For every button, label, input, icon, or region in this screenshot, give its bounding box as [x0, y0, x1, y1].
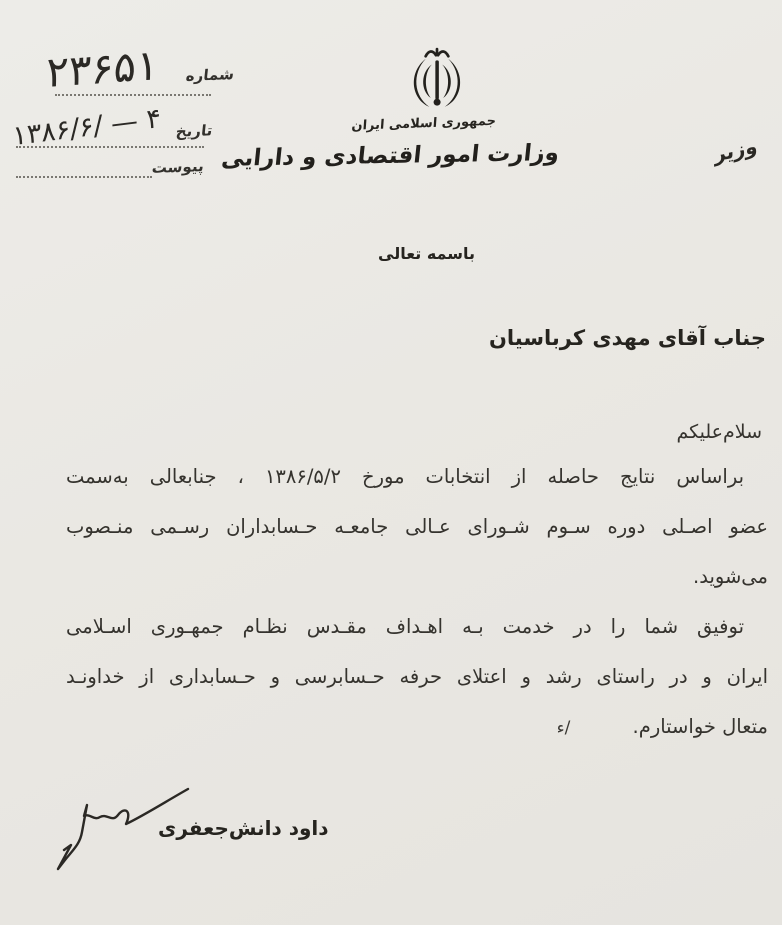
body-line: می‌شوید. [693, 565, 768, 588]
body-line: براساس نتایج حاصله از انتخابات مورخ ۱۳۸۶/۵/۲ ، جنابعالی به‌سمت [66, 465, 745, 488]
addressee-name: جناب آقای مهدی کرباسیان [488, 326, 766, 350]
ministry-name: وزارت امور اقتصادی و دارایی [220, 139, 561, 172]
ref-date-value: ۱۳۸۶/۶/ — ۴ [11, 102, 162, 153]
paragraph-wishes [66, 602, 768, 752]
body-line: ایران و در راستای رشد و اعتلای حرفه حـسابرسی و حـسابداری از خداونـد [66, 665, 768, 688]
secretarial-mark: /ء [556, 718, 571, 738]
closing-text: متعال خواستارم. [632, 715, 768, 738]
body-line [66, 702, 768, 752]
ref-attachment-dotted-line [16, 176, 152, 178]
emblem-caption: جمهوری اسلامی ایران [350, 113, 497, 134]
invocation: باسمه تعالی [378, 244, 475, 263]
ref-number-label: شماره [184, 65, 235, 85]
ref-date-label: تاریخ [174, 121, 214, 141]
salutation: سلام‌علیکم [676, 421, 762, 443]
body-line: توفیق شما را در خدمت بـه اهـداف مقـدس نظـام جمهـوری اسـلامی [66, 615, 744, 638]
paragraph-appointment [66, 452, 768, 602]
body-line: عضو اصـلی دوره سـوم شـورای عـالی جامعـه حـسابداران رسـمی منـصوب [66, 515, 768, 538]
iran-coat-of-arms-icon [404, 46, 470, 118]
ref-attachment-label: پیوست [150, 157, 205, 177]
minister-title: وزیر [714, 133, 758, 167]
ref-number-value: ۲۳۶۵۱ [45, 39, 160, 98]
signer-name: داود دانش‌جعفری [158, 816, 329, 840]
